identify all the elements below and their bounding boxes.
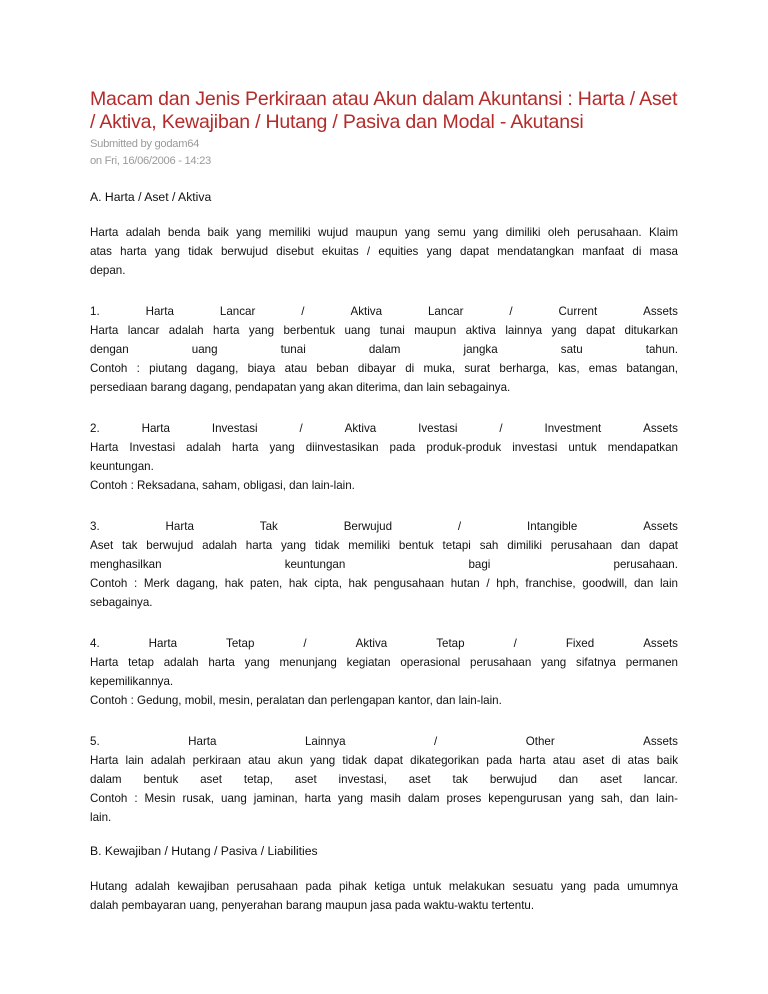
item-heading	[90, 302, 678, 321]
item-text-line: persediaan barang dagang, pendapatan yang akan diterima, dan lain sebagainya.	[90, 381, 511, 394]
heading-word: Tak	[259, 520, 278, 533]
text-word: dan	[558, 773, 579, 786]
item-text-line	[90, 770, 678, 789]
item-text-line: lain.	[90, 811, 112, 824]
heading-word: Tetap	[226, 637, 255, 650]
heading-word: /	[299, 422, 303, 435]
heading-word: Harta	[145, 305, 174, 318]
item-text-line	[90, 555, 678, 574]
item-heading	[90, 517, 678, 536]
text-word: tunai	[280, 343, 306, 356]
title-line-2: / Aktiva, Kewajiban / Hutang / Pasiva dan Modal - Akutansi	[90, 111, 584, 133]
text-word: aset	[294, 773, 317, 786]
article-body	[90, 88, 678, 915]
item-harta-lancar	[90, 302, 678, 397]
section-b-heading: B. Kewajiban / Hutang / Pasiva / Liabilities	[90, 844, 318, 858]
item-text-line: Harta tetap adalah harta yang menunjang kegiatan operasional perusahaan yang sifatnya permanen	[90, 656, 678, 669]
heading-word: Assets	[643, 735, 678, 748]
heading-word: Aktiva	[355, 637, 388, 650]
item-text-line: Contoh : Reksadana, saham, obligasi, dan lain-lain.	[90, 479, 355, 492]
item-text-line: Harta Investasi adalah harta yang diinvestasikan pada produk-produk investasi untuk mendapatkan	[90, 441, 678, 454]
heading-word: /	[513, 637, 517, 650]
heading-word: Lainnya	[304, 735, 346, 748]
text-word: lancar.	[643, 773, 678, 786]
heading-word: Harta	[165, 520, 194, 533]
heading-word: Lancar	[219, 305, 256, 318]
text-word: bagi	[468, 558, 491, 571]
item-harta-lainnya	[90, 732, 678, 827]
heading-word: 1.	[90, 305, 100, 318]
item-heading	[90, 634, 678, 653]
heading-word: Assets	[643, 520, 678, 533]
intro-line: depan.	[90, 264, 126, 277]
heading-word: 5.	[90, 735, 100, 748]
item-heading	[90, 419, 678, 438]
item-harta-investasi	[90, 419, 678, 495]
section-b-intro	[90, 877, 678, 915]
heading-word: Assets	[643, 305, 678, 318]
intro-line: Harta adalah benda baik yang memiliki wujud maupun yang semu yang dimiliki oleh perusahaan. Klaim	[90, 226, 678, 239]
item-text-line: Aset tak berwujud adalah harta yang tidak memiliki bentuk tetapi sah dimiliki perusahaan dan dapat	[90, 539, 678, 552]
text-word: dalam	[90, 773, 122, 786]
text-word: aset	[408, 773, 431, 786]
item-text-line: keuntungan.	[90, 460, 154, 473]
heading-word: /	[434, 735, 438, 748]
heading-word: /	[509, 305, 513, 318]
submitted-by: Submitted by godam64	[90, 138, 200, 150]
heading-word: 4.	[90, 637, 100, 650]
heading-word: Ivestasi	[418, 422, 458, 435]
text-word: dalam	[368, 343, 401, 356]
text-word: aset	[599, 773, 622, 786]
heading-word: Aktiva	[344, 422, 377, 435]
heading-word: /	[303, 637, 307, 650]
heading-word: Berwujud	[343, 520, 393, 533]
text-word: tahun.	[645, 343, 678, 356]
article-title	[90, 88, 678, 134]
text-word: keuntungan	[284, 558, 346, 571]
heading-word: /	[301, 305, 305, 318]
heading-word: 3.	[90, 520, 100, 533]
heading-word: Harta	[141, 422, 170, 435]
heading-word: Investment	[544, 422, 602, 435]
heading-word: Fixed	[565, 637, 595, 650]
heading-word: 2.	[90, 422, 100, 435]
item-text-line: Contoh : Mesin rusak, uang jaminan, harta yang masih dalam proses kepengurusan yang sah, dan lain-	[90, 792, 678, 805]
heading-word: Tetap	[436, 637, 465, 650]
text-word: berwujud	[489, 773, 537, 786]
item-text-line: Harta lain adalah perkiraan atau akun yang tidak dapat dikategorikan pada harta atau aset di atas baik	[90, 754, 678, 767]
text-word: tetap,	[243, 773, 273, 786]
item-text-line: sebagainya.	[90, 596, 153, 609]
intro-line: atas harta yang tidak berwujud disebut ekuitas / equities yang dapat mendatangkan manfaat di masa	[90, 245, 678, 258]
item-harta-tak-berwujud	[90, 517, 678, 612]
heading-word: Other	[525, 735, 555, 748]
heading-word: /	[499, 422, 503, 435]
text-word: perusahaan.	[613, 558, 678, 571]
item-text-line: kepemilikannya.	[90, 675, 174, 688]
heading-word: /	[457, 520, 462, 533]
intro-line: dalah pembayaran uang, penyerahan barang maupun jasa pada waktu-waktu tertentu.	[90, 899, 535, 912]
heading-word: Current	[558, 305, 598, 318]
submitted-on: on Fri, 16/06/2006 - 14:23	[90, 155, 211, 167]
item-text-line: Contoh : piutang dagang, biaya atau beban dibayar di muka, surat berharga, kas, emas batangan,	[90, 362, 678, 375]
heading-word: Harta	[188, 735, 217, 748]
item-heading	[90, 732, 678, 751]
section-a-heading: A. Harta / Aset / Aktiva	[90, 190, 212, 204]
item-text-line: Contoh : Merk dagang, hak paten, hak cipta, hak pengusahaan hutan / hph, franchise, goodwill, dan lain	[90, 577, 678, 590]
text-word: satu	[560, 343, 583, 356]
heading-word: Assets	[643, 422, 678, 435]
text-word: menghasilkan	[90, 558, 162, 571]
text-word: jangka	[463, 343, 498, 356]
text-word: tak	[452, 773, 468, 786]
item-harta-tetap	[90, 634, 678, 710]
text-word: bentuk	[143, 773, 179, 786]
heading-word: Lancar	[427, 305, 464, 318]
heading-word: Assets	[643, 637, 678, 650]
heading-word: Investasi	[211, 422, 258, 435]
text-word: dengan	[90, 343, 129, 356]
text-word: investasi,	[338, 773, 387, 786]
item-text-line	[90, 340, 678, 359]
heading-word: Intangible	[527, 520, 578, 533]
intro-line: Hutang adalah kewajiban perusahaan pada pihak ketiga untuk melakukan sesuatu yang pada umumnya	[90, 880, 678, 893]
heading-word: Harta	[148, 637, 178, 650]
section-a-intro	[90, 223, 678, 280]
heading-word: Aktiva	[350, 305, 383, 318]
text-word: uang	[191, 343, 218, 356]
title-line-1: Macam dan Jenis Perkiraan atau Akun dalam Akuntansi : Harta / Aset	[90, 88, 678, 110]
item-text-line: Contoh : Gedung, mobil, mesin, peralatan dan perlengapan kantor, dan lain-lain.	[90, 694, 502, 707]
text-word: aset	[200, 773, 223, 786]
item-text-line: Harta lancar adalah harta yang berbentuk uang tunai maupun aktiva lainnya yang dapat ditukarkan	[90, 324, 678, 337]
